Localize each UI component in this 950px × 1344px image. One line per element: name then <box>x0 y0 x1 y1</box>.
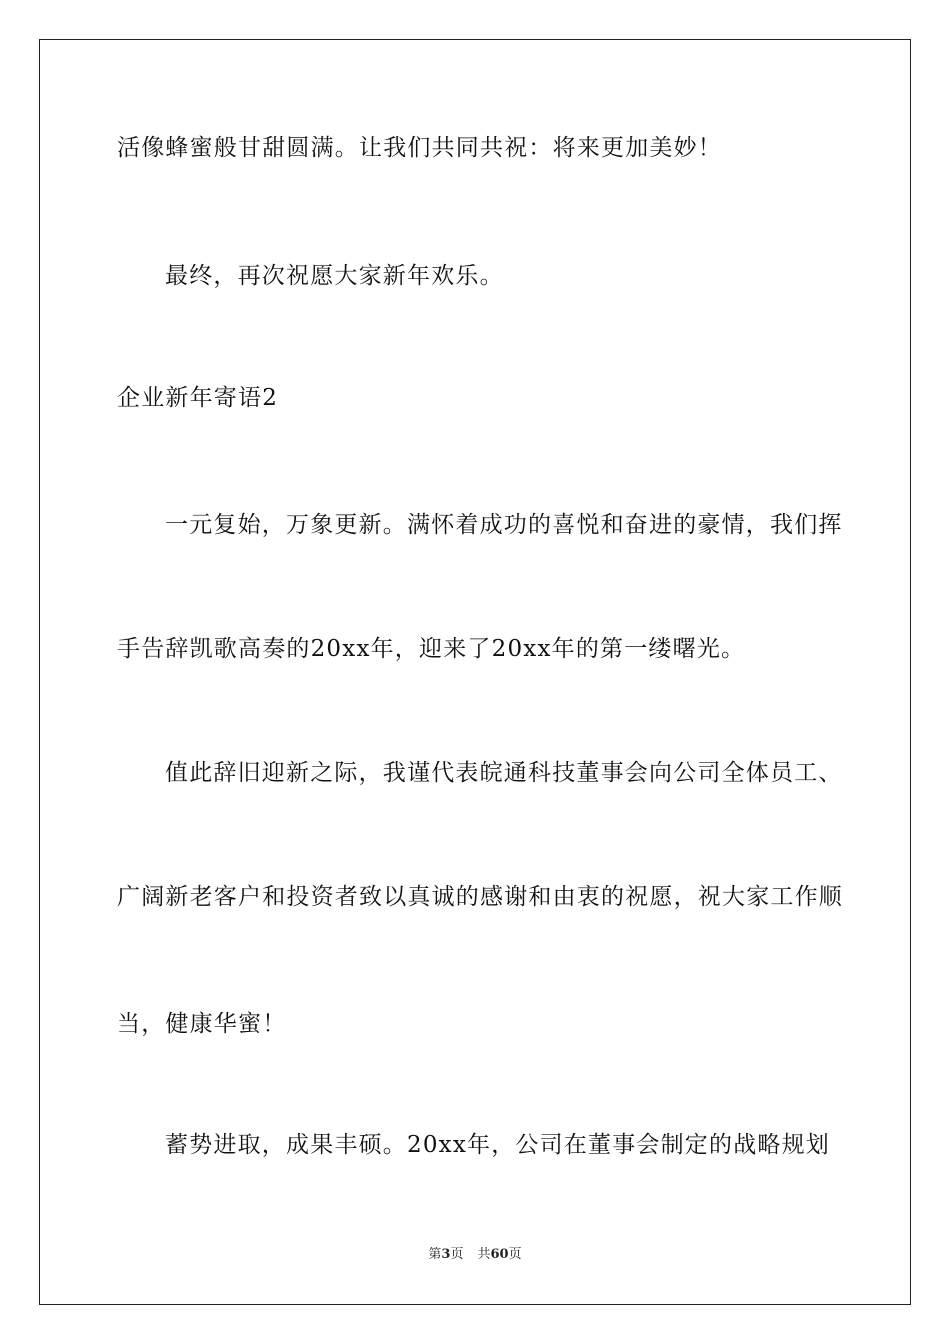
page-border <box>39 39 911 1305</box>
section-heading: 企业新年寄语2 <box>117 385 279 411</box>
paragraph-line: 最终，再次祝愿大家新年欢乐。 <box>165 263 504 289</box>
paragraph-line: 活像蜂蜜般甘甜圆满。让我们共同共祝：将来更加美妙！ <box>117 135 722 161</box>
paragraph-line: 手告辞凯歌高奏的20xx年，迎来了20xx年的第一缕曙光。 <box>117 636 746 662</box>
page-footer <box>0 1246 950 1264</box>
paragraph-line: 当，健康华蜜！ <box>117 1011 287 1037</box>
paragraph-line: 值此辞旧迎新之际，我谨代表皖通科技董事会向公司全体员工、 <box>165 760 843 786</box>
page-prefix: 第 <box>428 1247 442 1262</box>
page-suffix: 页 <box>450 1247 464 1262</box>
paragraph-line: 蓄势进取，成果丰硕。20xx年，公司在董事会制定的战略规划 <box>165 1132 831 1158</box>
total-prefix: 共 <box>477 1247 491 1262</box>
paragraph-line: 一元复始，万象更新。满怀着成功的喜悦和奋进的豪情，我们挥 <box>165 512 843 538</box>
page-number: 3 <box>441 1247 451 1262</box>
paragraph-line: 广阔新老客户和投资者致以真诚的感谢和由衷的祝愿，祝大家工作顺 <box>117 884 843 910</box>
total-pages: 60 <box>490 1247 509 1262</box>
total-suffix: 页 <box>508 1247 522 1262</box>
